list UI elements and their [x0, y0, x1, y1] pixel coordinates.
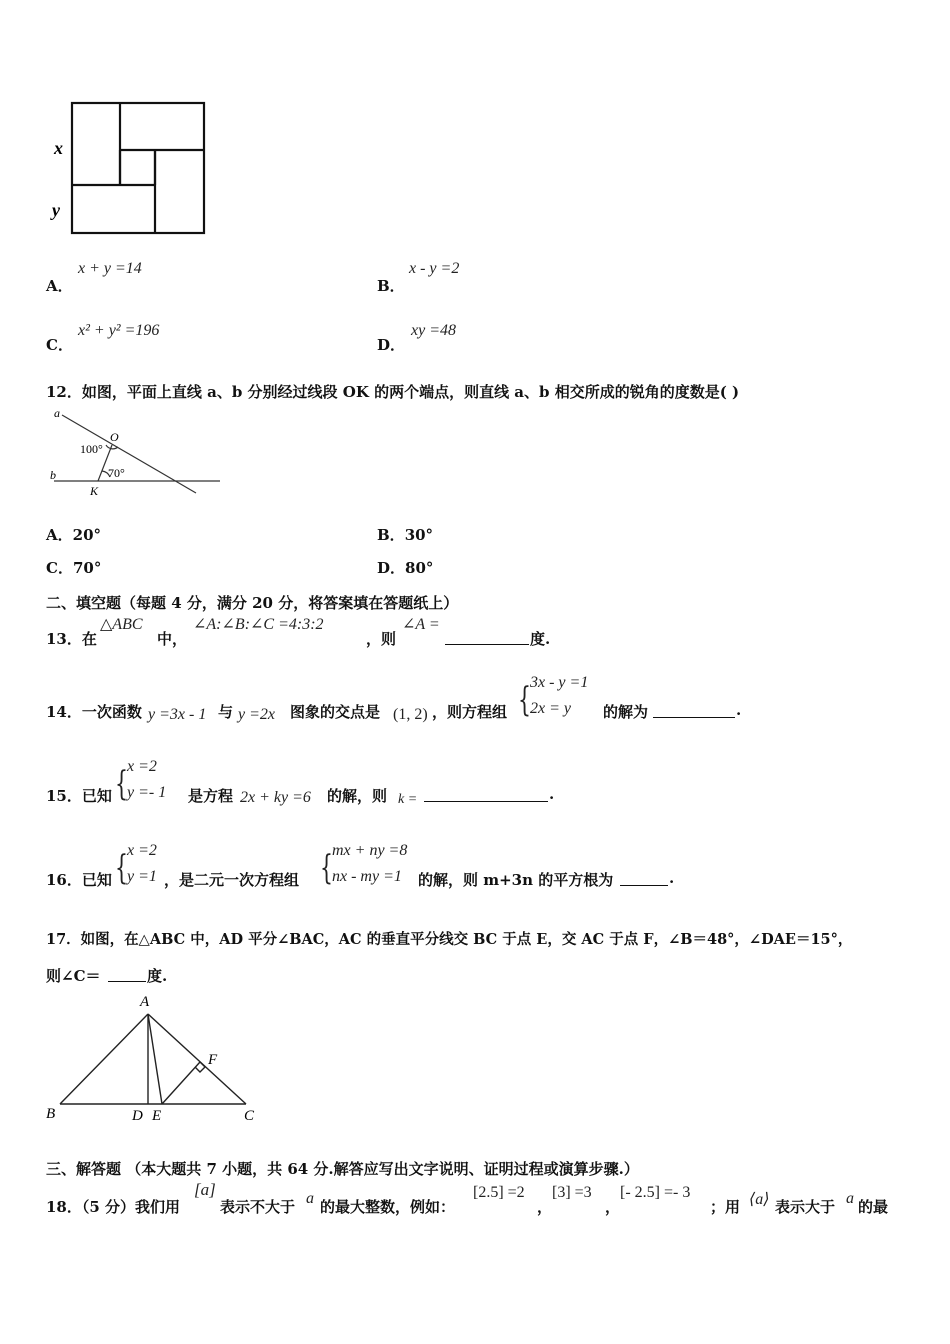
- label-angle-70: 70°: [108, 466, 125, 480]
- label-angle-100: 100°: [80, 442, 103, 456]
- q14-eq1: 3x - y =1: [530, 674, 589, 691]
- label-e: E: [152, 1108, 162, 1124]
- q14-end: .: [736, 701, 742, 719]
- label-y: y: [52, 200, 60, 220]
- outer-square: [72, 103, 204, 233]
- q14-point: (1, 2): [393, 706, 428, 723]
- label-b: b: [50, 468, 56, 482]
- option-text: 70°: [72, 559, 102, 577]
- label-a: a: [54, 406, 60, 420]
- option-text: 20°: [72, 526, 102, 544]
- segment-ae: [148, 1014, 162, 1104]
- q16-end: .: [669, 869, 675, 887]
- label-b: B: [46, 1106, 56, 1122]
- brace-icon: {: [518, 680, 531, 720]
- q16-mid: ，是二元一次方程组: [164, 871, 300, 889]
- label-c: C: [244, 1108, 255, 1124]
- q13-answer-blank[interactable]: [445, 630, 529, 645]
- q11-option-a-letter[interactable]: A．: [46, 277, 73, 295]
- q17-line1: 17．如图，在△ABC 中，AD 平分∠BAC，AC 的垂直平分线交 BC 于点 E，交 AC 于点 F，∠B＝48°，∠DAE＝15°，: [46, 931, 853, 948]
- segment-ef: [162, 1062, 200, 1104]
- q14-answer-blank[interactable]: [653, 703, 735, 718]
- q14-eq2: 2x = y: [530, 700, 571, 717]
- right-angle-mark: [195, 1062, 205, 1072]
- q18-sym1: [a]: [194, 1180, 216, 1199]
- q18-a2: a: [846, 1190, 854, 1207]
- q16-eq1: x =2: [127, 842, 157, 859]
- q13-angle: ∠A =: [402, 616, 440, 633]
- q15-mid: 是方程: [188, 787, 234, 805]
- q17-answer-blank[interactable]: [108, 967, 146, 982]
- q18-ex3: [- 2.5] =- 3: [620, 1184, 691, 1201]
- q14-system: [518, 674, 608, 730]
- q14-mid: 图象的交点是: [290, 703, 381, 721]
- q16-sys1: mx + ny =8: [332, 842, 408, 859]
- q11-option-b-letter[interactable]: B．: [377, 277, 405, 295]
- q18-t3: ；用: [710, 1198, 741, 1216]
- label-d: D: [132, 1108, 143, 1124]
- option-text: 30°: [404, 526, 434, 544]
- q14-conj: 与: [218, 703, 234, 721]
- q14-tail: 的解为: [603, 703, 649, 721]
- brace-icon: {: [320, 848, 333, 888]
- brace-icon: {: [115, 848, 128, 888]
- q12-option-c[interactable]: [46, 557, 101, 578]
- q17-line2-post: 度.: [147, 967, 168, 985]
- q13-then: ，则: [366, 630, 397, 648]
- q18-t5: 的最: [858, 1198, 889, 1216]
- q12-option-d[interactable]: [377, 557, 433, 578]
- q11-option-a-expr: x + y =14: [78, 260, 142, 277]
- q16-num: 16．已知: [46, 871, 112, 889]
- q14-then: ，则方程组: [432, 703, 508, 721]
- q11-option-d-expr: xy =48: [411, 322, 456, 339]
- label-a: A: [140, 994, 150, 1010]
- q18-t1: 表示不大于: [220, 1198, 296, 1216]
- q14-num: 14．一次函数: [46, 703, 142, 721]
- q11-option-b-expr: x - y =2: [409, 260, 460, 277]
- label-x: x: [54, 138, 63, 158]
- q16-answer-blank[interactable]: [620, 871, 668, 886]
- q15-eq1: x =2: [127, 758, 157, 775]
- q14-func1: y =3x - 1: [148, 706, 207, 723]
- q16-eq2: y =1: [127, 868, 157, 885]
- q15-system: [115, 758, 185, 814]
- q13-triangle: △ABC: [100, 616, 143, 633]
- q13-tail: 度.: [530, 630, 551, 648]
- q11-option-c-letter[interactable]: C．: [46, 336, 73, 354]
- q12-stem: 12．如图，平面上直线 a、b 分别经过线段 OK 的两个端点，则直线 a、b 相交所成的锐角的度数是( ): [46, 383, 740, 401]
- q15-equation: 2x + ky =6: [240, 789, 311, 806]
- q11-option-c-expr: x² + y² =196: [78, 322, 160, 339]
- option-letter: C．: [46, 559, 73, 577]
- q17-line2-pre: 则∠C＝: [46, 967, 101, 985]
- q15-k: k =: [398, 792, 418, 807]
- q17-figure: [44, 990, 264, 1126]
- q15-answer-blank[interactable]: [424, 787, 548, 802]
- q12-option-b[interactable]: [377, 524, 433, 545]
- option-text: 80°: [405, 559, 434, 577]
- q18-sep2: ，: [605, 1198, 621, 1216]
- q18-num: 18．（5 分）我们用: [46, 1198, 181, 1216]
- q18-sym2: ⟨a⟩: [749, 1191, 770, 1208]
- q18-t2: 的最大整数，例如：: [320, 1198, 456, 1216]
- option-letter: B．: [377, 526, 405, 544]
- label-f: F: [208, 1052, 218, 1068]
- side-ab: [60, 1014, 148, 1104]
- label-o: O: [110, 430, 119, 444]
- q14-func2: y =2x: [238, 706, 275, 723]
- section-3-heading: 三、解答题 （本大题共 7 小题，共 64 分.解答应写出文字说明、证明过程或演算步骤.）: [46, 1160, 639, 1178]
- q13-num: 13．在: [46, 630, 97, 648]
- q15-then: 的解，则: [327, 787, 388, 805]
- q16-sys2: nx - my =1: [332, 868, 402, 885]
- q12-option-a[interactable]: [46, 524, 101, 545]
- q13-mid: 中，: [157, 630, 188, 648]
- q18-a1: a: [306, 1190, 314, 1207]
- option-letter: A．: [46, 526, 73, 544]
- q16-system: [320, 842, 420, 898]
- q16-tail: 的解，则 m+3n 的平方根为: [418, 871, 614, 889]
- q13-ratio: ∠A:∠B:∠C =4:3:2: [193, 616, 324, 633]
- label-k: K: [90, 484, 99, 497]
- q11-figure: [50, 98, 210, 240]
- option-letter: D．: [377, 559, 406, 577]
- q15-num: 15．已知: [46, 787, 112, 805]
- q15-eq2: y =- 1: [127, 784, 167, 801]
- q18-t4: 表示大于: [775, 1198, 836, 1216]
- q18-ex2: [3] =3: [552, 1184, 592, 1201]
- q18-ex1: [2.5] =2: [473, 1184, 525, 1201]
- section-2-heading: 二、填空题（每题 4 分，满分 20 分，将答案填在答题纸上）: [46, 594, 459, 612]
- q11-option-d-letter[interactable]: D．: [377, 336, 406, 354]
- q18-sep1: ，: [537, 1198, 553, 1216]
- brace-icon: {: [115, 764, 128, 804]
- side-ac: [148, 1014, 246, 1104]
- q15-end: .: [549, 785, 555, 803]
- q12-figure: [46, 405, 226, 497]
